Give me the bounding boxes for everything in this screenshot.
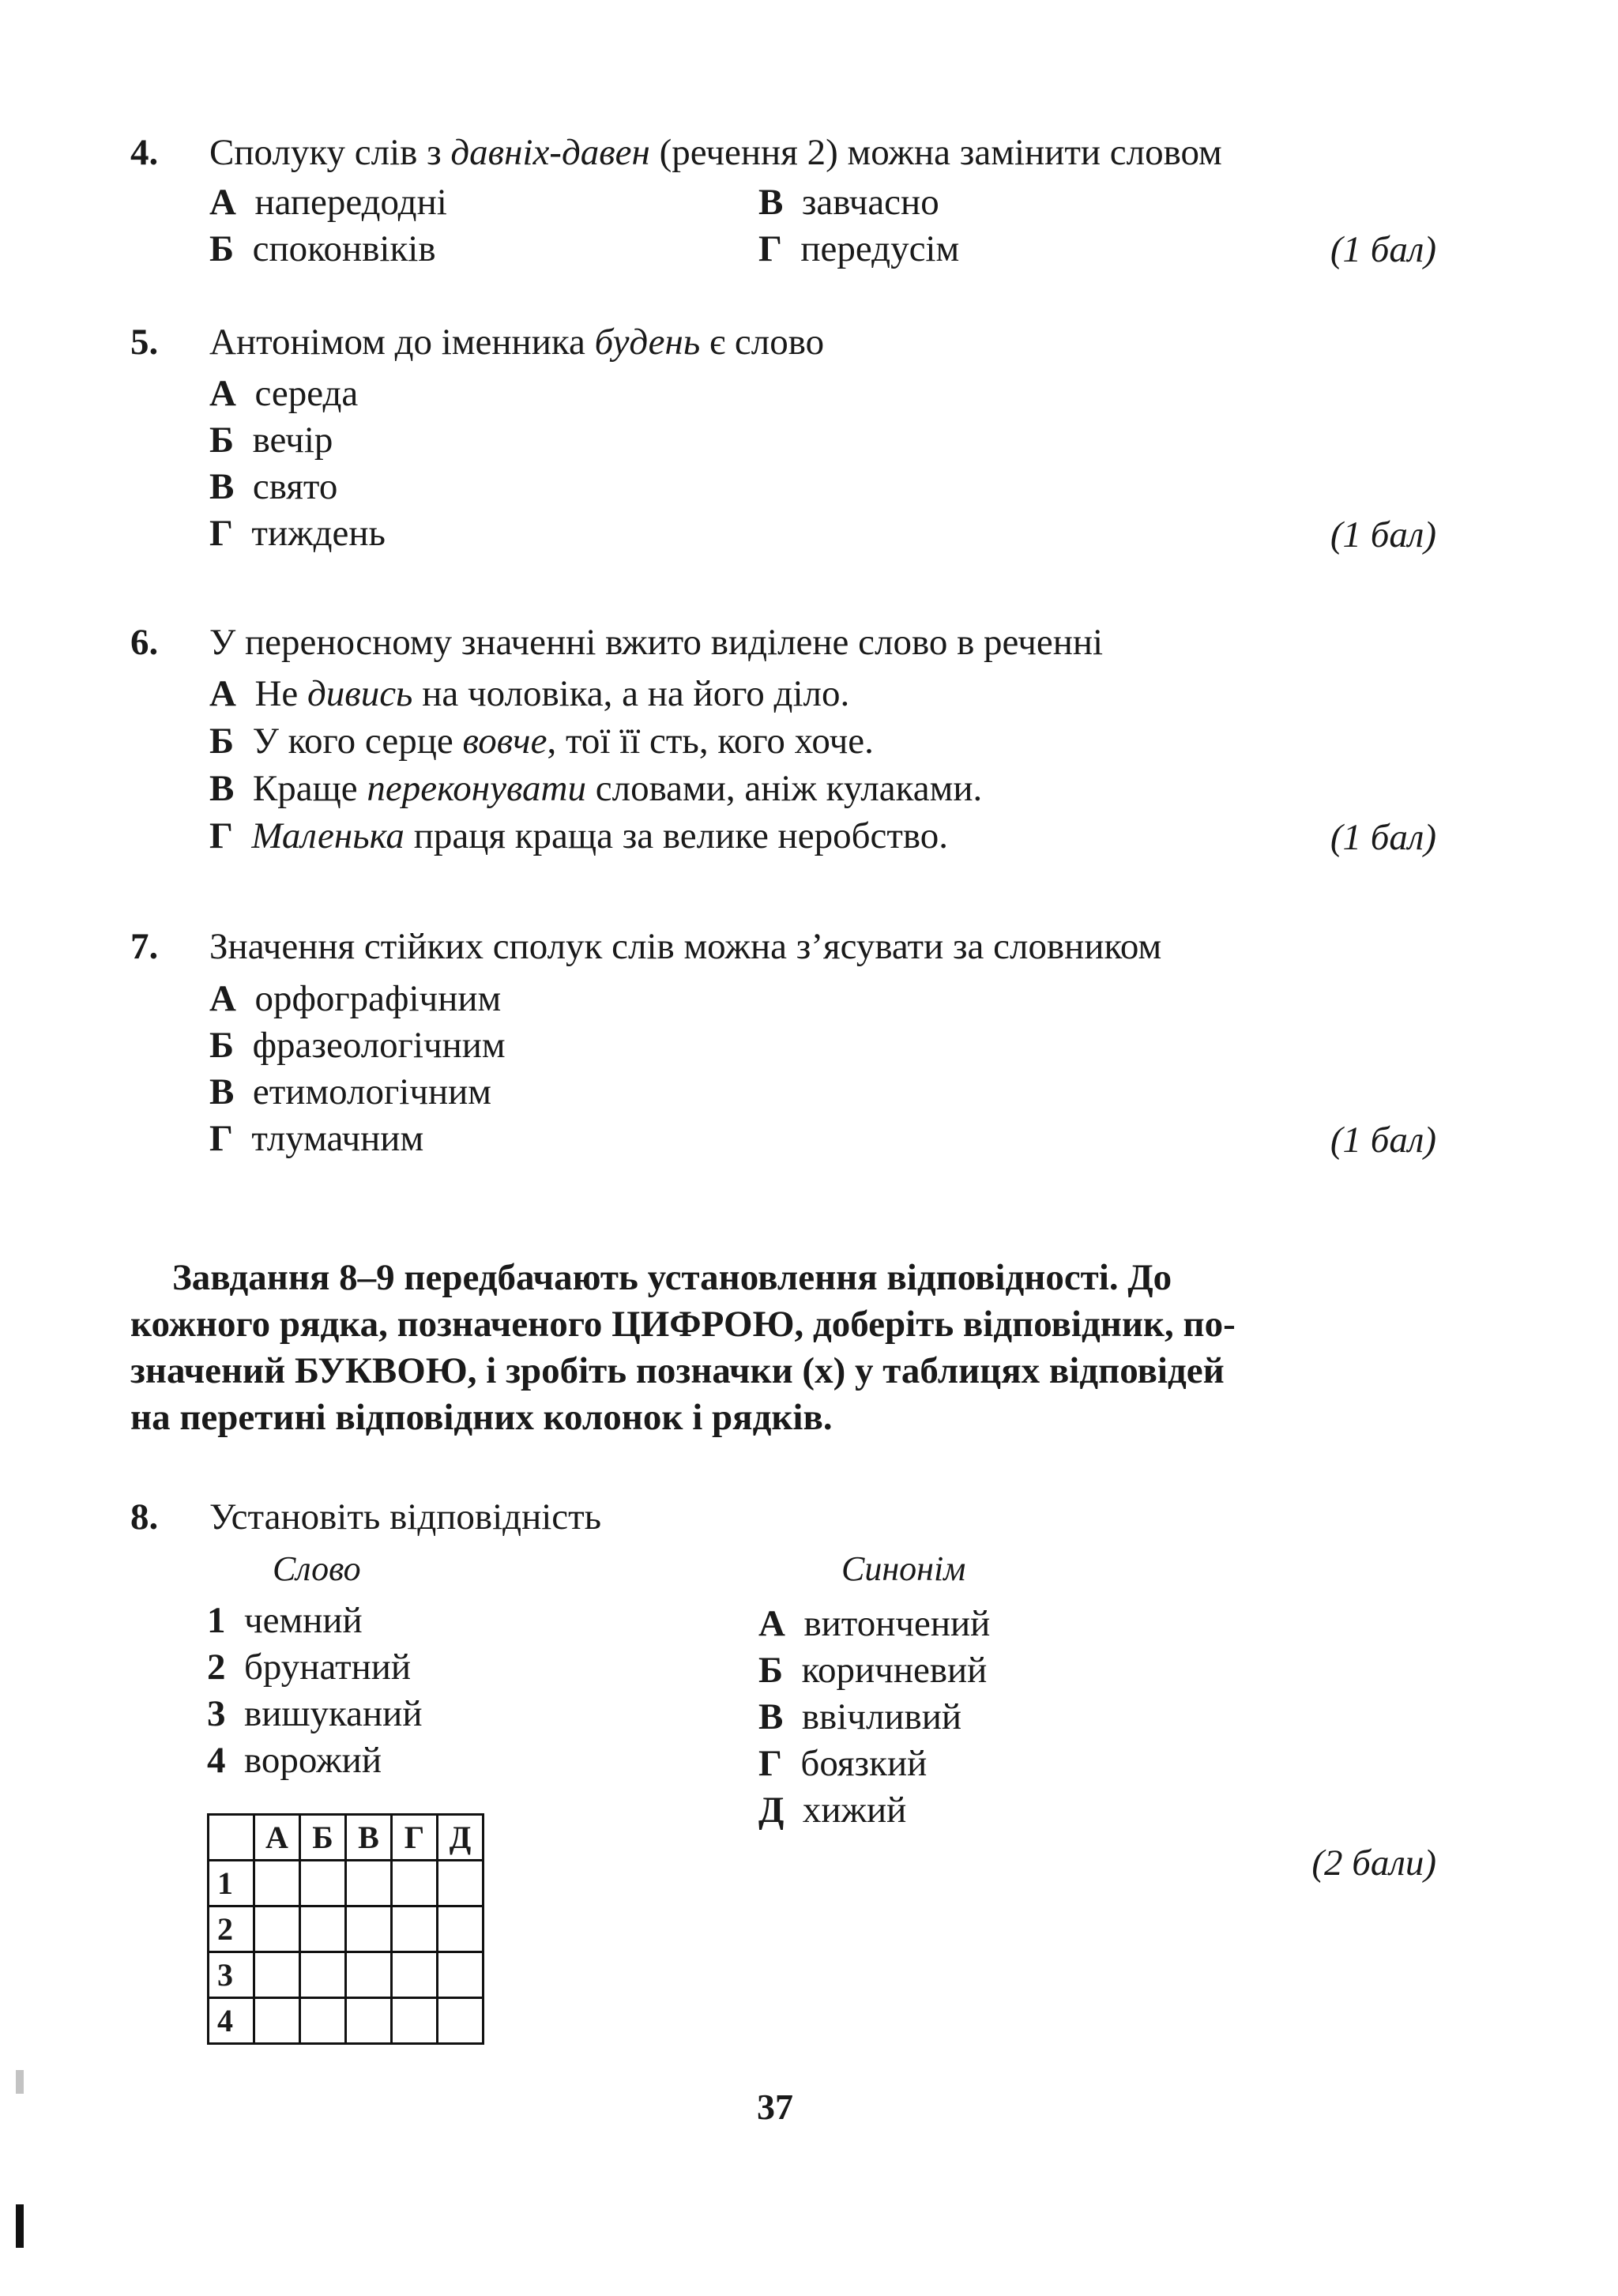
grid-cell[interactable] [254, 1998, 300, 2044]
grid-cell[interactable] [254, 1906, 300, 1952]
grid-cell[interactable] [300, 1952, 346, 1998]
grid-col-header: Б [300, 1815, 346, 1861]
instruction-line-3: значений БУКВОЮ, і зробіть позначки (х) у таблицях відповідей [130, 1350, 1225, 1391]
instruction-line-4: на перетині відповідних колонок і рядків. [130, 1397, 833, 1438]
instruction-line-2: кожного рядка, позначеного ЦИФРОЮ, доберіть відповідник, по- [130, 1304, 1236, 1345]
option-a[interactable]: А Не дивись на чоловіка, а на його діло. [209, 673, 850, 714]
option-b[interactable]: Б вечір [209, 420, 333, 461]
grid-row [209, 1998, 484, 2044]
score-label: (1 бал) [1330, 817, 1436, 858]
question-8 [130, 1495, 158, 1539]
question-7-stem: Значення стійких сполук слів можна з’ясувати за словником [209, 926, 1162, 967]
grid-cell[interactable] [346, 1952, 392, 1998]
right-column-header: Синонім [841, 1549, 966, 1588]
question-8-stem: Установіть відповідність [209, 1496, 602, 1538]
scan-edge-mark [16, 2070, 24, 2094]
question-number: 7. [130, 926, 159, 967]
left-item-3: 3 вишуканий [207, 1693, 423, 1734]
grid-cell[interactable] [346, 1906, 392, 1952]
option-b[interactable]: Б споконвіків [209, 228, 436, 269]
grid-cell[interactable] [346, 1861, 392, 1906]
grid-col-header: В [346, 1815, 392, 1861]
answer-grid [207, 1813, 484, 2045]
grid-cell[interactable] [300, 1906, 346, 1952]
grid-cell[interactable] [392, 1952, 438, 1998]
score-label: (1 бал) [1330, 229, 1436, 270]
question-number: 5. [130, 322, 159, 363]
grid-cell[interactable] [438, 1861, 484, 1906]
left-item-1: 1 чемний [207, 1600, 363, 1641]
grid-cell[interactable] [254, 1952, 300, 1998]
question-5-stem: Антонімом до іменника будень є слово [209, 322, 825, 363]
grid-cell[interactable] [392, 1998, 438, 2044]
option-a[interactable]: А орфографічним [209, 978, 502, 1019]
grid-col-header: Д [438, 1815, 484, 1861]
question-7 [130, 924, 158, 969]
grid-corner-cell [209, 1815, 254, 1861]
question-number: 6. [130, 622, 159, 663]
instruction-line-1: Завдання 8–9 передбачають установлення відповідності. До [172, 1257, 1172, 1298]
right-item-g: Г боязкий [758, 1743, 928, 1784]
option-a[interactable]: А середа [209, 373, 359, 414]
option-b[interactable]: Б У кого серце вовче, тої її сть, кого хоче. [209, 721, 874, 762]
grid-header-row [209, 1815, 484, 1861]
grid-row-header: 2 [209, 1906, 254, 1952]
left-item-2: 2 брунатний [207, 1647, 412, 1688]
grid-row-header: 1 [209, 1861, 254, 1906]
grid-row-header: 4 [209, 1998, 254, 2044]
grid-cell[interactable] [438, 1952, 484, 1998]
right-item-d: Д хижий [758, 1790, 907, 1831]
option-g[interactable]: Г передусім [758, 228, 960, 269]
page-number: 37 [757, 2087, 793, 2127]
grid-col-header: А [254, 1815, 300, 1861]
question-number: 8. [130, 1496, 159, 1538]
grid-cell[interactable] [300, 1861, 346, 1906]
grid-cell[interactable] [438, 1998, 484, 2044]
grid-cell[interactable] [392, 1906, 438, 1952]
option-v[interactable]: В свято [209, 466, 338, 507]
left-item-4: 4 ворожий [207, 1740, 382, 1781]
option-g[interactable]: Г тлумачним [209, 1118, 424, 1159]
grid-cell[interactable] [438, 1906, 484, 1952]
option-v[interactable]: В етимологічним [209, 1071, 492, 1112]
grid-cell[interactable] [300, 1998, 346, 2044]
option-a[interactable]: А напередодні [209, 182, 447, 223]
grid-row-header: 3 [209, 1952, 254, 1998]
question-6-stem: У переносному значенні вжито виділене слово в реченні [209, 622, 1104, 663]
question-6 [130, 620, 158, 664]
question-5 [130, 320, 158, 364]
question-4 [130, 130, 158, 175]
grid-row [209, 1906, 484, 1952]
option-v[interactable]: В завчасно [758, 182, 939, 223]
scan-edge-mark [16, 2204, 24, 2248]
option-g[interactable]: Г Маленька праця краща за велике неробство. [209, 815, 949, 856]
right-item-v: В ввічливий [758, 1696, 962, 1737]
grid-row [209, 1952, 484, 1998]
score-label: (1 бал) [1330, 1120, 1436, 1161]
grid-cell[interactable] [346, 1998, 392, 2044]
option-b[interactable]: Б фразеологічним [209, 1025, 506, 1066]
grid-cell[interactable] [392, 1861, 438, 1906]
grid-row [209, 1861, 484, 1906]
grid-col-header: Г [392, 1815, 438, 1861]
question-number: 4. [130, 132, 159, 173]
left-column-header: Слово [273, 1549, 361, 1588]
grid-cell[interactable] [254, 1861, 300, 1906]
right-item-a: А витончений [758, 1603, 991, 1644]
question-4-stem: Сполуку слів з давніх-давен (речення 2) можна замінити словом [209, 132, 1222, 173]
option-v[interactable]: В Краще переконувати словами, аніж кулаками. [209, 768, 983, 809]
score-label: (2 бали) [1311, 1842, 1436, 1884]
option-g[interactable]: Г тиждень [209, 513, 386, 554]
right-item-b: Б коричневий [758, 1650, 988, 1691]
score-label: (1 бал) [1330, 514, 1436, 555]
